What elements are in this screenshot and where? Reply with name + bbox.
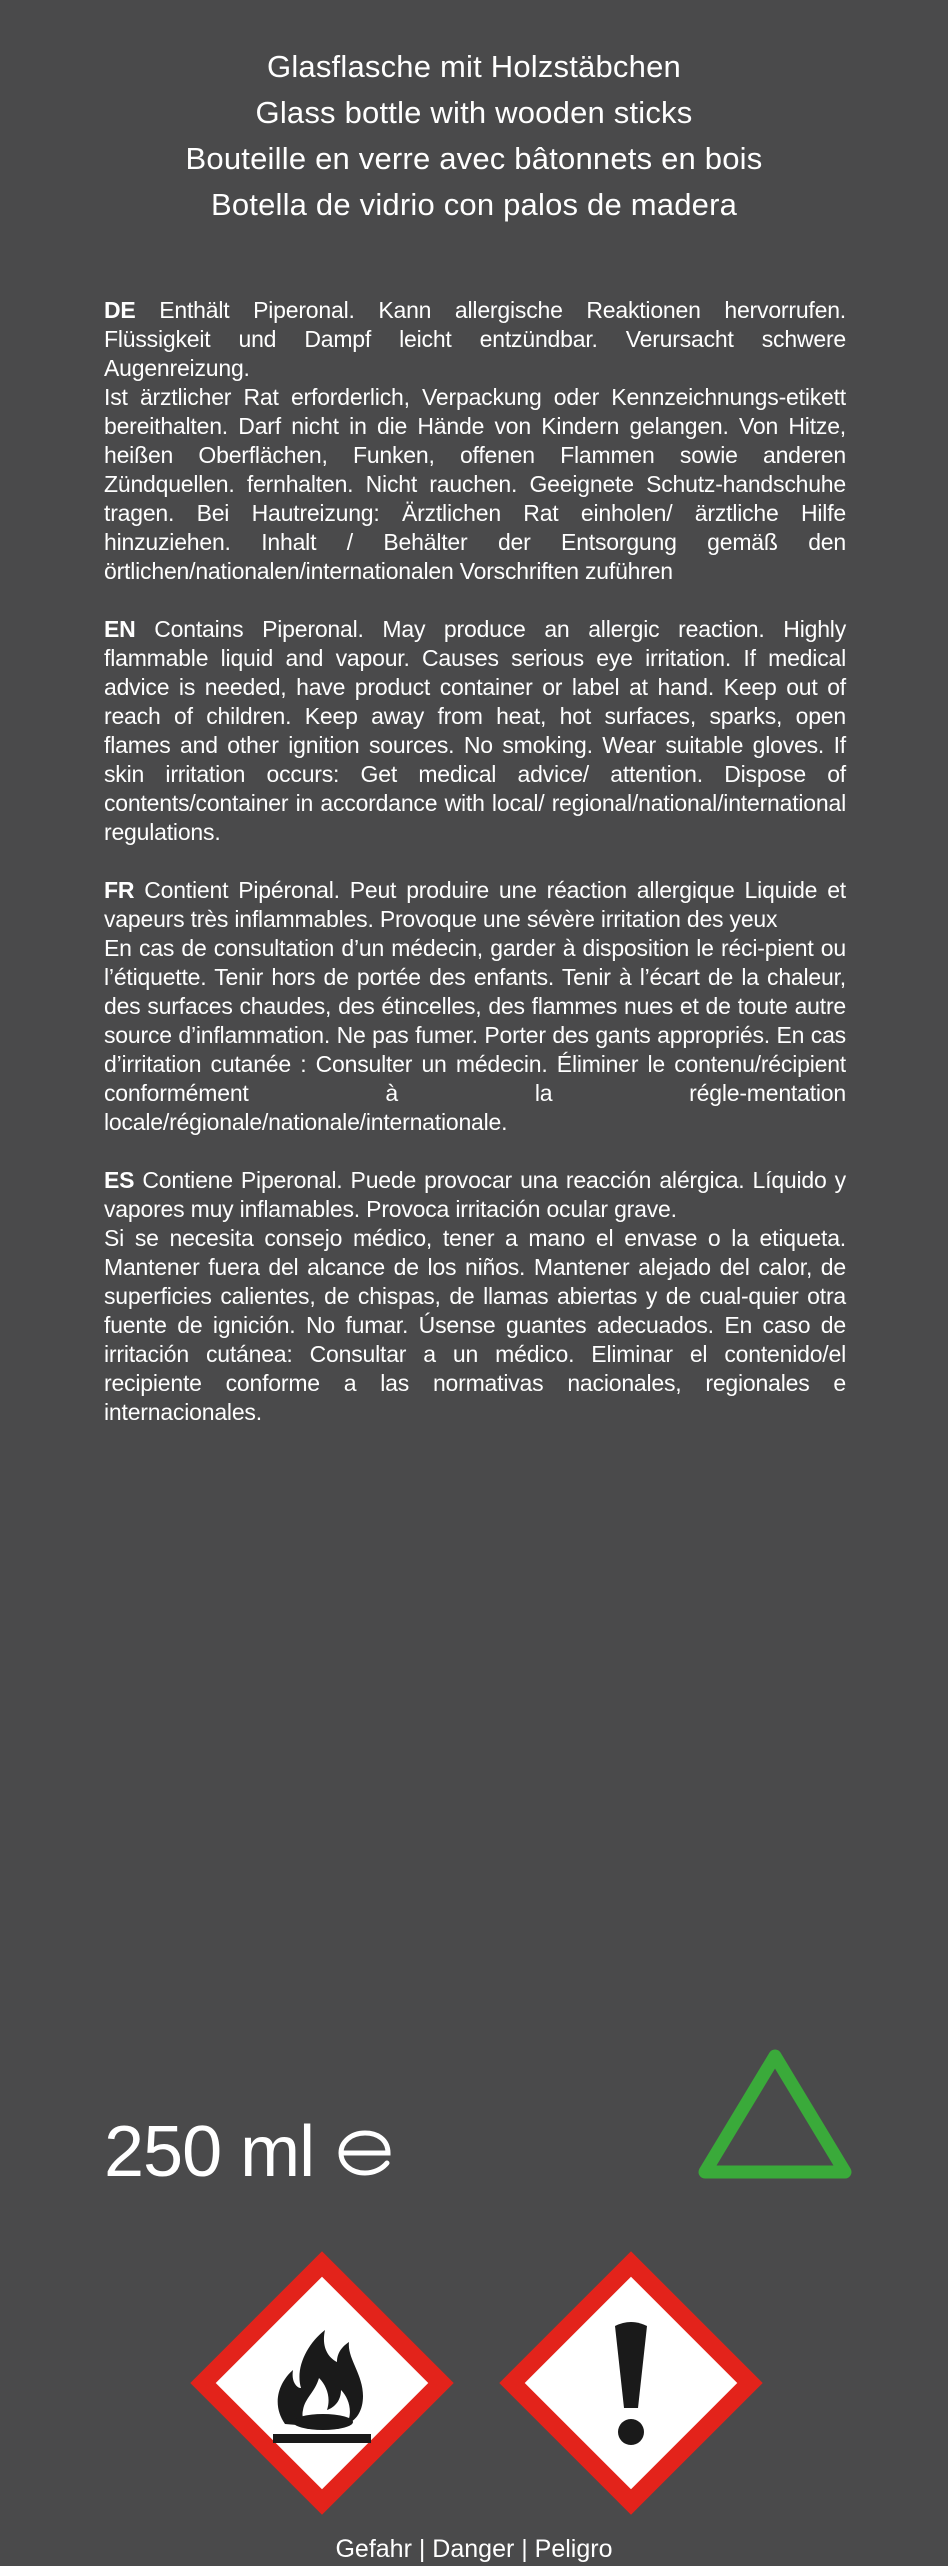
language-code-de: DE bbox=[104, 297, 136, 323]
language-code-es: ES bbox=[104, 1167, 135, 1193]
warning-section-en bbox=[104, 615, 846, 847]
title-line-de: Glasflasche mit Holzstäbchen bbox=[267, 49, 681, 84]
e-mark-icon bbox=[336, 2108, 394, 2196]
volume-label bbox=[104, 2108, 394, 2196]
warning-de-text-2: Ist ärztlicher Rat erforderlich, Verpackung oder Kennzeichnungs-etikett bereithalten. Darf nicht in die Hände von Kindern gelangen. Von Hitze, heißen Oberflächen, Funken, offenen Flammen sowie anderen Zündquellen. fernhalten. Nicht rauchen. Geeignete Schutz-handschuhe tragen. Bei Hautreizung: Ärztlichen Rat einholen/ ärztliche Hilfe hinzuziehen. Inhalt / Behälter der Entsorgung gemäß den örtlichen/nationalen/internationalen Vorschriften zuführen bbox=[104, 384, 846, 584]
warning-en-text-1: Contains Piperonal. May produce an allergic reaction. Highly flammable liquid and vapour. Causes serious eye irritation. If medical advice is needed, have product container or label at hand. Keep out of reach of children. Keep away from heat, hot surfaces, sparks, open flames and other ignition sources. No smoking. Wear suitable gloves. If skin irritation occurs: Get medical advice/ attention. Dispose of contents/container in accordance with local/ regional/national/international regulations. bbox=[104, 616, 846, 845]
language-code-en: EN bbox=[104, 616, 136, 642]
language-code-fr: FR bbox=[104, 877, 135, 903]
title-block bbox=[0, 44, 948, 228]
volume-text: 250 ml bbox=[104, 2112, 315, 2192]
warning-section-es bbox=[104, 1166, 846, 1427]
recycle-triangle-icon bbox=[695, 2044, 855, 2189]
signal-word: Gefahr | Danger | Peligro bbox=[335, 2535, 613, 2563]
title-line-es: Botella de vidrio con palos de madera bbox=[210, 187, 738, 222]
warning-es-text-1: Contiene Piperonal. Puede provocar una reacción alérgica. Líquido y vapores muy inflamables. Provoca irritación ocular grave. bbox=[104, 1167, 846, 1222]
warning-fr-text-2: En cas de consultation d’un médecin, garder à disposition le réci-pient ou l’étiquette. Tenir hors de portée des enfants. Tenir à l’écart de la chaleur, des surfaces chaudes, des étincelles, des flammes nues et de toute autre source d’inflammation. Ne pas fumer. Porter des gants appropriés. En cas d’irritation cutanée : Consulter un médecin. Éliminer le contenu/récipient conformément à la régle-mentation locale/régionale/nationale/internationale. bbox=[104, 935, 846, 1135]
title-line-en: Glass bottle with wooden sticks bbox=[255, 95, 693, 130]
warning-fr-text-1: Contient Pipéronal. Peut produire une réaction allergique Liquide et vapeurs très inflammables. Provoque une sévère irritation des yeux bbox=[104, 877, 846, 932]
warning-section-de bbox=[104, 296, 846, 586]
warning-texts bbox=[104, 296, 846, 1456]
warning-section-fr bbox=[104, 876, 846, 1137]
ghs-exclamation-icon bbox=[496, 2248, 766, 2523]
title-line-fr: Bouteille en verre avec bâtonnets en bois bbox=[185, 141, 763, 176]
warning-de-text-1: Enthält Piperonal. Kann allergische Reaktionen hervorrufen. Flüssigkeit und Dampf leicht entzündbar. Verursacht schwere Augenreizung. bbox=[104, 297, 846, 381]
warning-es-text-2: Si se necesita consejo médico, tener a mano el envase o la etiqueta. Mantener fuera del alcance de los niños. Mantener alejado del calor, de superficies calientes, de chispas, de llamas abiertas y de cual-quier otra fuente de ignición. No fumar. Úsense guantes adecuados. En caso de irritación cutánea: Consultar a un médico. Eliminar el contenido/el recipiente conforme a las normativas nacionales, regionales e internacionales. bbox=[104, 1225, 846, 1425]
ghs-flame-icon bbox=[187, 2248, 457, 2523]
